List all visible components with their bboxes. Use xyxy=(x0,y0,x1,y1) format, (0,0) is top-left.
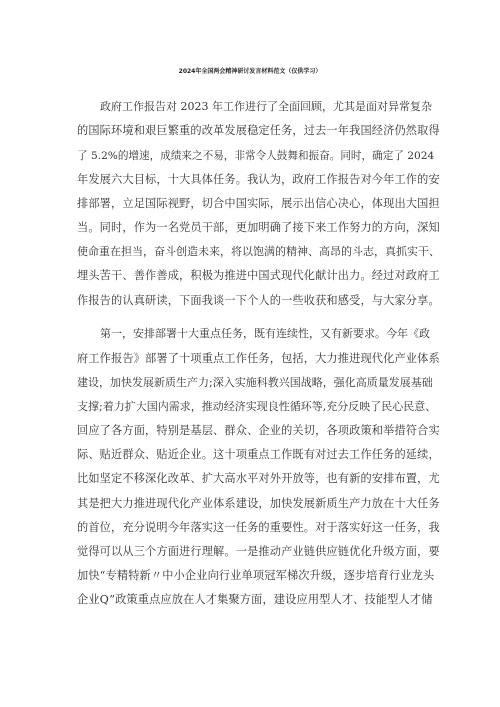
body-line: 觉得可以从三个方面进行理解。一是推动产业链供应链优化升级方面，要 xyxy=(77,545,440,558)
body-line: 年发展六大目标，十大具体任务。我认为，政府工作报告对今年工作的安 xyxy=(77,173,440,186)
body-line: 第一，安排部署十大重点任务，既有连续性，又有新要求。今年《政 xyxy=(100,327,430,340)
body-line: 埋头苦干、善作善成，积极为推进中国式现代化献计出力。经过对政府工 xyxy=(77,269,440,282)
body-line: 比如坚定不移深化改革、扩大高水平对外开放等，也有新的安排布置，尤 xyxy=(77,472,440,485)
body-line: 际、贴近群众、贴近企业。这十项重点工作既有对过去工作任务的延续， xyxy=(77,448,440,461)
body-line: 加快“专精特新〃中小企业向行业单项冠军梯次升级，逐步培育行业龙头 xyxy=(77,569,435,582)
body-line: 其是把大力推进现代化产业体系建设，加快发展新质生产力放在十大任务 xyxy=(77,497,440,510)
document-title: 2024年全国两会精神研讨发言材料范文（仅供学习） xyxy=(178,68,322,75)
body-line: 府工作报告》部署了十项重点工作任务，包括，大力推进现代化产业体系 xyxy=(77,352,440,365)
body-line: 回应了各方面，特别是基层、群众、企业的关切，各项政策和举措符合实 xyxy=(77,424,440,437)
body-line: 排部署，立足国际视野，切合中国实际，展示出信心决心，体现出大国担 xyxy=(77,197,440,210)
body-line: 作报告的认真研读，下面我谈一下个人的一些收获和感受，与大家分享。 xyxy=(77,294,440,307)
body-line: 建设，加快发展新质生产力;深入实施科教兴国战略，强化高质量发展基础 xyxy=(77,376,433,389)
body-line: 政府工作报告对 2023 年工作进行了全面回顾，尤其是面对异常复杂 xyxy=(100,100,432,113)
body-line: 的国际环境和艰巨繁重的改革发展稳定任务，过去一年我国经济仍然取得 xyxy=(77,124,440,137)
body-line: 了 5.2%的增速，成绩来之不易，非常令人鼓舞和振奋。同时，确定了 2024 xyxy=(77,150,435,162)
body-line: 企业Q”政策重点应放在人才集聚方面，建设应用型人才、技能型人才储 xyxy=(77,593,433,606)
body-line: 当。同时，作为一名党员干部，更加明确了接下来工作努力的方向，深知 xyxy=(77,221,440,234)
body-line: 使命重在担当，奋斗创造未来，将以饱满的精神、高昂的斗志，真抓实干、 xyxy=(77,245,440,258)
body-line: 的首位，充分说明今年落实这一任务的重要性。对于落实好这一任务，我 xyxy=(77,521,440,534)
body-line: 支撑;着力扩大国内需求，推动经济实现良性循环等,充分反映了民心民意、 xyxy=(77,400,437,413)
